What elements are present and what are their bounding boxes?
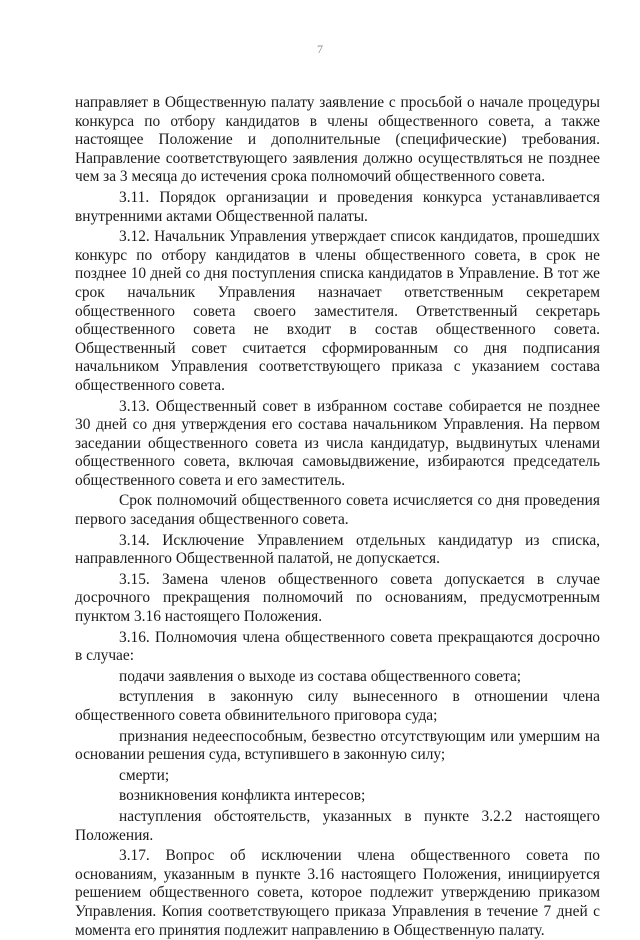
paragraph-3-12: 3.12. Начальник Управления утверждает список кандидатов, прошедших конкурс по отбору кандидатов в члены общественного совета, в срок не позднее 10 дней со дня поступления списка кандидатов в Управление. В тот же срок начальник Управления назначает ответственным секретарем общественного совета своего заместителя. Ответственный секретарь общественного совета не входит в состав общественного совета. Общественный совет считается сформированным со дня подписания начальником Управления соответствующего приказа с указанием состава общественного совета.	[75, 228, 600, 394]
paragraph-term: Срок полномочий общественного совета исчисляется со дня проведения первого заседания общественного совета.	[75, 492, 600, 529]
list-item-incapacity: признания недееспособным, безвестно отсутствующим или умершим на основании решения суда, вступившего в законную силу;	[75, 727, 600, 764]
paragraph-3-15: 3.15. Замена членов общественного совета допускается в случае досрочного прекращения полномочий по основаниям, предусмотренным пунктом 3.16 настоящего Положения.	[75, 570, 600, 626]
paragraph-3-13: 3.13. Общественный совет в избранном составе собирается не позднее 30 дней со дня утверждения его состава начальником Управления. На первом заседании общественного совета из числа кандидатур, выдвинутых членами общественного совета, включая самовыдвижение, избираются председатель общественного совета и его заместитель.	[75, 397, 600, 489]
list-item-conviction: вступления в законную силу вынесенного в отношении члена общественного совета обвинительного приговора суда;	[75, 688, 600, 724]
paragraph-3-17: 3.17. Вопрос об исключении члена общественного совета по основаниям, указанным в пункте 3.16 настоящего Положения, инициируется решением общественного совета, которое подлежит утверждению приказом Управления. Копия соответствующего приказа Управления в течение 7 дней с момента его принятия подлежит направлению в Общественную палату.	[75, 847, 600, 939]
paragraph-continuation: направляет в Общественную палату заявление с просьбой о начале процедуры конкурса по отбору кандидатов в члены общественного совета, а также настоящее Положение и дополнительные (специфические) требования. Направление соответствующего заявления должно осуществляться не позднее чем за 3 месяца до истечения срока полномочий общественного совета.	[75, 94, 600, 186]
list-item-conflict: возникновения конфликта интересов;	[119, 787, 366, 805]
page-number: 7	[317, 42, 323, 56]
paragraph-3-16: 3.16. Полномочия члена общественного совета прекращаются досрочно в случае:	[75, 628, 600, 665]
list-item-circumstances: наступления обстоятельств, указанных в пункте 3.2.2 настоящего Положения.	[75, 807, 600, 844]
paragraph-3-14: 3.14. Исключение Управлением отдельных кандидатур из списка, направленного Общественной палатой, не допускается.	[75, 531, 600, 568]
list-item-resignation: подачи заявления о выходе из состава общественного совета;	[119, 667, 522, 685]
list-item-death: смерти;	[119, 766, 170, 784]
paragraph-3-11: 3.11. Порядок организации и проведения конкурса устанавливается внутренними актами Общественной палаты.	[75, 188, 600, 225]
document-body	[75, 94, 600, 940]
